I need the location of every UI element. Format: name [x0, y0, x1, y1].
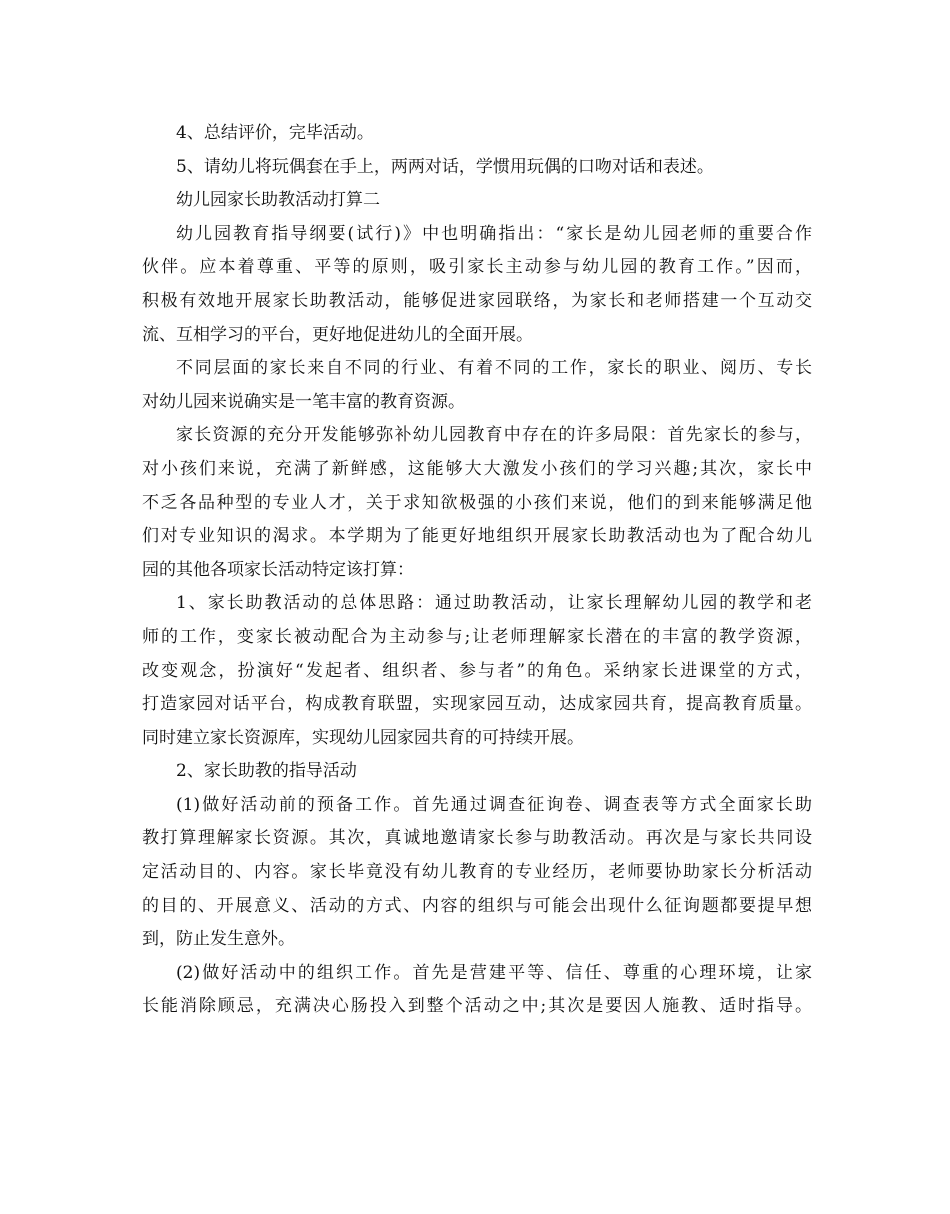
- paragraph-6-line-2: 长能消除顾忌，充满决心肠投入到整个活动之中;其次是要因人施教、适时指导。: [142, 996, 812, 1017]
- paragraph-1-line-2: 伙伴。应本着尊重、平等的原则，吸引家长主动参与幼儿园的教育工作。”因而，: [142, 257, 812, 278]
- paragraph-5-line-2: 教打算理解家长资源。其次，真诚地邀请家长参与助教活动。再次是与家长共同设: [142, 828, 812, 849]
- paragraph-4-line-1: 1、家长助教活动的总体思路：通过助教活动，让家长理解幼儿园的教学和老: [176, 593, 812, 614]
- paragraph-3-line-4: 们对专业知识的渴求。本学期为了能更好地组织开展家长助教活动也为了配合幼儿: [142, 526, 812, 547]
- paragraph-3-line-5: 园的其他各项家长活动特定该打算：: [142, 559, 414, 580]
- paragraph-1-line-1: 幼儿园教育指导纲要(试行)》中也明确指出：“家长是幼儿园老师的重要合作: [176, 223, 812, 244]
- paragraph-5-line-4: 的目的、开展意义、活动的方式、内容的组织与可能会出现什么征询题都要提早想: [142, 895, 812, 916]
- paragraph-4-line-5: 同时建立家长资源库，实现幼儿园家园共育的可持续开展。: [142, 727, 584, 748]
- paragraph-5-line-3: 定活动目的、内容。家长毕竟没有幼儿教育的专业经历，老师要协助家长分析活动: [142, 862, 812, 883]
- paragraph-5-line-1: (1)做好活动前的预备工作。首先通过调查征询卷、调查表等方式全面家长助: [176, 794, 812, 815]
- paragraph-5-line-5: 到，防止发生意外。: [142, 929, 295, 950]
- paragraph-4-line-3: 改变观念，扮演好“发起者、组织者、参与者”的角色。采纳家长进课堂的方式，: [142, 660, 812, 681]
- paragraph-2-line-1: 不同层面的家长来自不同的行业、有着不同的工作，家长的职业、阅历、专长: [176, 358, 812, 379]
- paragraph-3-line-3: 不乏各品种型的专业人才，关于求知欲极强的小孩们来说，他们的到来能够满足他: [142, 492, 812, 513]
- paragraph-3-line-2: 对小孩们来说，充满了新鲜感，这能够大大激发小孩们的学习兴趣;其次，家长中: [142, 458, 812, 479]
- paragraph-6-line-1: (2)做好活动中的组织工作。首先是营建平等、信任、尊重的心理环境，让家: [176, 962, 812, 983]
- list-item-4: 4、总结评价，完毕活动。: [176, 123, 374, 143]
- document-body: [142, 117, 812, 1024]
- list-item-2-heading: 2、家长助教的指导活动: [176, 761, 357, 782]
- paragraph-4-line-4: 打造家园对话平台，构成教育联盟，实现家园互动，达成家园共育，提高教育质量。: [142, 694, 812, 715]
- paragraph-1-line-3: 积极有效地开展家长助教活动，能够促进家园联络，为家长和老师搭建一个互动交: [142, 290, 812, 311]
- paragraph-4-line-2: 师的工作，变家长被动配合为主动参与;让老师理解家长潜在的丰富的教学资源，: [142, 626, 812, 647]
- section-heading: 幼儿园家长助教活动打算二: [176, 190, 380, 211]
- list-item-5: 5、请幼儿将玩偶套在手上，两两对话，学惯用玩偶的口吻对话和表述。: [176, 156, 714, 177]
- paragraph-2-line-2: 对幼儿园来说确实是一笔丰富的教育资源。: [142, 391, 465, 412]
- paragraph-1-line-4: 流、互相学习的平台，更好地促进幼儿的全面开展。: [142, 324, 533, 345]
- paragraph-3-line-1: 家长资源的充分开发能够弥补幼儿园教育中存在的许多局限：首先家长的参与，: [176, 425, 812, 446]
